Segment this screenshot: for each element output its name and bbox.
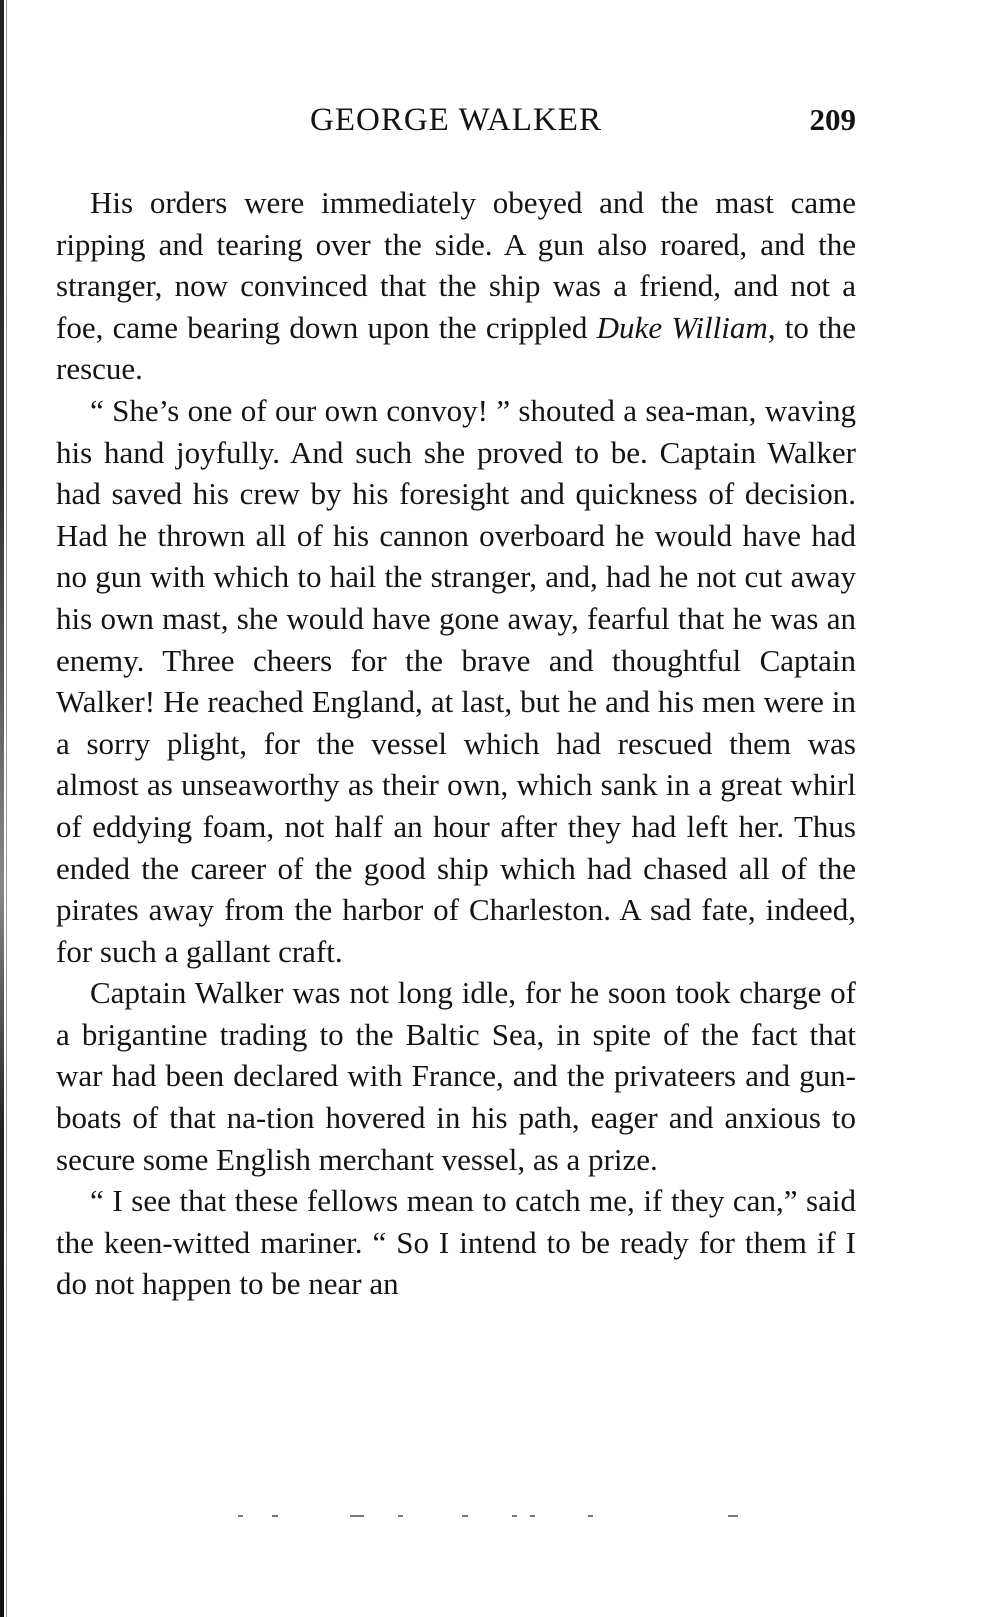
text-run: Captain Walker was not long idle, for he soon took charge of a brigantine trading to the Baltic Sea, in spite of the fact that war had been declared with France, and the privateers and gun-boats of that na-tion hovered in his path, eager and anxious to secure some English merchant vessel, as a prize. — [56, 975, 856, 1177]
scan-mark — [728, 1515, 738, 1517]
text-run: “ I see that these fellows mean to catch me, if they can,” said the keen-witted mariner. “ So I intend to be ready for them if I do not happen to be near an — [56, 1183, 856, 1302]
scan-binding-line — [6, 0, 7, 1617]
paragraph — [56, 390, 856, 972]
scan-mark — [350, 1515, 364, 1517]
text-run: to the rescue. — [56, 309, 856, 387]
paragraph — [56, 972, 856, 1180]
scan-mark — [512, 1515, 517, 1517]
scan-footer-marks — [230, 1515, 770, 1521]
body-text — [56, 182, 856, 1305]
paragraph — [56, 182, 856, 390]
text-run: His orders were immediately obeyed and the mast came ripping and tearing over the side. A gun also roared, and the stranger, now convinced that the ship was a friend, and not a foe, came bearing down upon the crippled — [56, 185, 856, 345]
page-number: 209 — [809, 102, 856, 137]
scan-mark — [462, 1515, 468, 1517]
scan-mark — [272, 1515, 278, 1517]
paragraph — [56, 1180, 856, 1305]
scan-mark — [238, 1515, 243, 1517]
running-head — [56, 96, 856, 144]
scan-binding-edge — [0, 0, 4, 1617]
scan-mark — [398, 1515, 403, 1517]
ship-name-italic: Duke William, — [596, 309, 776, 345]
text-run: “ She’s one of our own convoy! ” shouted a sea-man, waving his hand joyfully. And such she proved to be. Captain Walker had saved his crew by his foresight and quickness of decision. Had he thrown all of his cannon overboard he would have had no gun with which to hail the stranger, and, had he not cut away his own mast, she would have gone away, fearful that he was an enemy. Three cheers for the brave and thoughtful Captain Walker! He reached England, at last, but he and his men were in a sorry plight, for the vessel which had rescued them was almost as unseaworthy as their own, which sank in a great whirl of eddying foam, not half an hour after they had left her. Thus ended the career of the good ship which had chased all of the pirates away from the harbor of Charleston. A sad fate, indeed, for such a gallant craft. — [56, 392, 856, 969]
scan-mark — [588, 1515, 593, 1517]
running-title: GEORGE WALKER — [310, 102, 602, 138]
scan-mark — [530, 1515, 535, 1517]
